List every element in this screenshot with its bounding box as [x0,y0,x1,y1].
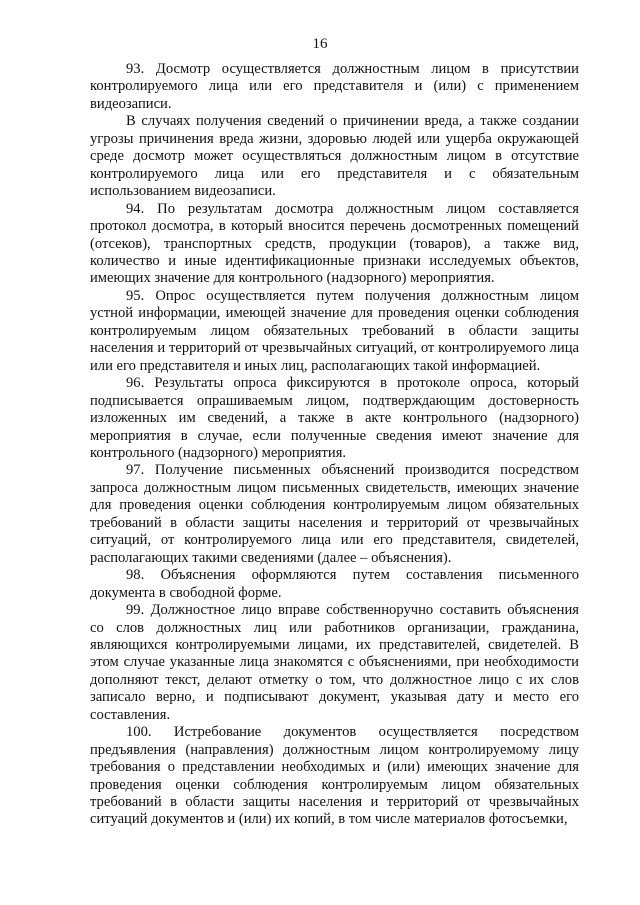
paragraph-93-continued: В случаях получения сведений о причинении вреда, а также создании угрозы причинения вреда жизни, здоровью людей или ущерба окружающей среде досмотр может осуществляться должностным лицом в отсутствие контролируемого лица или его представителя и с обязательным использованием видеозаписи. [90,113,579,200]
paragraph-99: 99. Должностное лицо вправе собственноручно составить объяснения со слов должностных лиц или работников организации, гражданина, являющихся контролируемыми лицами, их представителей, свидетелей. В этом случае указанные лица знакомятся с объяснениями, при необходимости дополняют текст, делают отметку о том, что должностное лицо с их слов записало верно, и подписывают документ, указывая дату и место его составления. [90,602,579,723]
paragraph-95: 95. Опрос осуществляется путем получения должностным лицом устной информации, имеющей значение для проведения оценки соблюдения контролируемым лицом обязательных требований в области защиты населения и территорий от чрезвычайных ситуаций, от контролируемого лица или его представителя и иных лиц, располагающих такой информацией. [90,287,579,374]
page-number: 16 [312,36,328,52]
paragraph-93: 93. Досмотр осуществляется должностным лицом в присутствии контролируемого лица или его представителя и (или) с применением видеозаписи. [90,61,579,112]
paragraph-100: 100. Истребование документов осуществляется посредством предъявления (направления) должностным лицом контролируемому лицу требования о представлении необходимых и (или) имеющих значение для проведения оценки соблюдения контролируемым лицом обязательных требований в области защиты населения и территорий от чрезвычайных ситуаций документов и (или) их копий, в том числе материалов фотосъемки, [90,724,579,828]
paragraph-97: 97. Получение письменных объяснений производится посредством запроса должностным лицом письменных свидетельств, имеющих значение для проведения оценки соблюдения контролируемым лицом обязательных требований в области защиты населения и территорий от чрезвычайных ситуаций, от контролируемого лица или его представителя, свидетелей, располагающих такими сведениями (далее – объяснения). [90,462,579,566]
document-body [90,61,579,829]
paragraph-94: 94. По результатам досмотра должностным лицом составляется протокол досмотра, в который вносится перечень досмотренных помещений (отсеков), транспортных средств, продукции (товаров), а также вид, количество и иные идентификационные признаки исследуемых объектов, имеющих значение для контрольного (надзорного) мероприятия. [90,200,579,287]
paragraph-98: 98. Объяснения оформляются путем составления письменного документа в свободной форме. [90,567,579,601]
paragraph-96: 96. Результаты опроса фиксируются в протоколе опроса, который подписывается опрашиваемым лицом, подтверждающим достоверность изложенных им сведений, а также в акте контрольного (надзорного) мероприятия в случае, если полученные сведения имеют значение для контрольного (надзорного) мероприятия. [90,375,579,461]
